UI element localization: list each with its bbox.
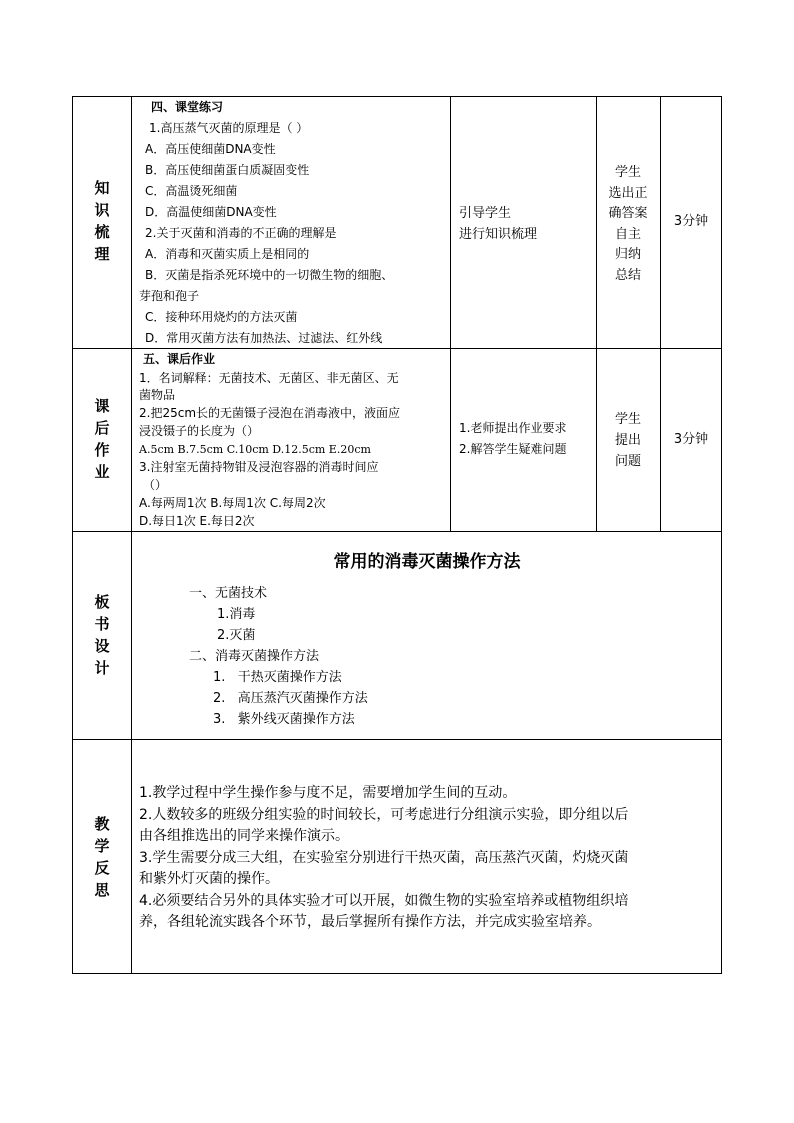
homework-time: 3分钟	[673, 432, 709, 447]
content-line: 2.把25cm长的无菌镊子浸泡在消毒液中，液面应	[139, 406, 401, 420]
student-line: 总结	[614, 267, 641, 283]
board-line: 2.灭菌	[217, 628, 256, 643]
header-char: 梳	[94, 223, 110, 241]
header-char: 设	[94, 637, 110, 655]
teacher-line: 1.老师提出作业要求	[459, 421, 567, 435]
content-line: B．高压使细菌蛋白质凝固变性	[145, 163, 310, 177]
reflection-line: 3.学生需要分成三大组，在实验室分别进行干热灭菌，高压蒸汽灭菌，灼烧灭菌	[139, 850, 629, 866]
column-divider	[660, 97, 661, 531]
student-line: 确答案	[608, 206, 648, 221]
teacher-line: 2.解答学生疑难问题	[459, 442, 567, 456]
teacher-line: 进行知识梳理	[459, 227, 538, 242]
student-line: 选出正	[608, 185, 648, 201]
header-char: 理	[94, 245, 110, 263]
header-char: 计	[94, 659, 110, 677]
content-line: B．灭菌是指杀死环境中的一切微生物的细胞、	[145, 268, 394, 282]
content-line: C．接种环用烧灼的方法灭菌	[145, 310, 298, 324]
student-line: 问题	[614, 454, 641, 469]
header-char: 作	[94, 441, 110, 459]
board-title: 常用的消毒灭菌操作方法	[333, 552, 521, 572]
content-line: A．高压使细菌DNA变性	[145, 142, 276, 156]
board-line: 1. 干热灭菌操作方法	[213, 670, 342, 685]
header-char: 业	[94, 463, 110, 481]
content-line: （）	[143, 478, 168, 492]
reflection-line: 2.人数较多的班级分组实验的时间较长，可考虑进行分组演示实验，即分组以后	[139, 807, 629, 823]
header-char: 教	[94, 815, 110, 833]
content-line: A.5cm B.7.5cm C.10cm D.12.5cm E.20cm	[139, 443, 371, 456]
row-divider	[73, 531, 721, 532]
header-char: 书	[94, 615, 110, 633]
student-line: 提出	[614, 433, 641, 448]
section-title: 四、课堂练习	[151, 100, 224, 114]
reflection-line: 由各组推选出的同学来操作演示。	[139, 828, 349, 844]
content-line: 3.注射室无菌持物钳及浸泡容器的消毒时间应	[139, 460, 379, 474]
student-line: 学生	[614, 165, 641, 180]
reflection-line: 1.教学过程中学生操作参与度不足，需要增加学生间的互动。	[139, 785, 517, 801]
content-line: C．高温烫死细菌	[145, 184, 238, 198]
content-line: 浸没镊子的长度为（）	[139, 424, 260, 438]
student-line: 自主	[614, 226, 641, 242]
board-line: 1.消毒	[217, 607, 256, 622]
section-title: 五、课后作业	[143, 352, 216, 366]
board-line: 2. 高压蒸汽灭菌操作方法	[213, 691, 368, 706]
reflection-line: 养，各组轮流实践各个环节，最后掌握所有操作方法，并完成实验室培养。	[139, 914, 601, 930]
header-char: 后	[94, 419, 110, 437]
header-char: 课	[94, 397, 110, 415]
content-line: D.每日1次 E.每日2次	[139, 514, 255, 528]
content-line: 1.高压蒸气灭菌的原理是（ ）	[149, 121, 309, 135]
board-line: 3. 紫外线灭菌操作方法	[213, 712, 355, 727]
column-divider	[450, 97, 451, 531]
homework-student-activity	[596, 409, 660, 472]
student-line: 学生	[614, 412, 641, 427]
column-divider	[131, 97, 132, 974]
content-line: 2.关于灭菌和消毒的不正确的理解是	[145, 226, 337, 240]
header-char: 知	[94, 179, 110, 197]
header-char: 思	[94, 881, 110, 899]
content-line: D．高温使细菌DNA变性	[145, 205, 277, 219]
content-line: A．消毒和灭菌实质上是相同的	[145, 247, 310, 261]
student-line: 归纳	[614, 247, 641, 262]
content-line: 芽孢和孢子	[139, 289, 200, 303]
row-header-reflection	[73, 813, 131, 901]
knowledge-time: 3分钟	[673, 214, 709, 229]
header-char: 板	[94, 593, 110, 611]
content-line: 1．名词解释：无菌技术、无菌区、非无菌区、无	[139, 371, 399, 385]
reflection-line: 和紫外灯灭菌的操作。	[139, 871, 279, 887]
reflection-line: 4.必须要结合另外的具体实验才可以开展，如微生物的实验室培养或植物组织培	[139, 893, 629, 909]
header-char: 识	[94, 201, 110, 219]
board-line: 一、无菌技术	[189, 586, 268, 601]
board-line: 二、消毒灭菌操作方法	[189, 649, 320, 664]
row-divider	[73, 348, 721, 349]
lesson-plan-table	[72, 96, 722, 974]
header-char: 反	[94, 859, 110, 877]
teacher-line: 引导学生	[459, 206, 512, 221]
content-line: 菌物品	[139, 388, 176, 402]
header-char: 学	[94, 837, 110, 855]
content-line: D．常用灭菌方法有加热法、过滤法、红外线	[145, 331, 383, 345]
row-header-homework	[73, 395, 131, 483]
row-header-board	[73, 591, 131, 679]
row-header-knowledge	[73, 177, 131, 265]
row-divider	[73, 739, 721, 740]
content-line: A.每两周1次 B.每周1次 C.每周2次	[139, 496, 326, 510]
knowledge-student-activity	[596, 163, 660, 286]
